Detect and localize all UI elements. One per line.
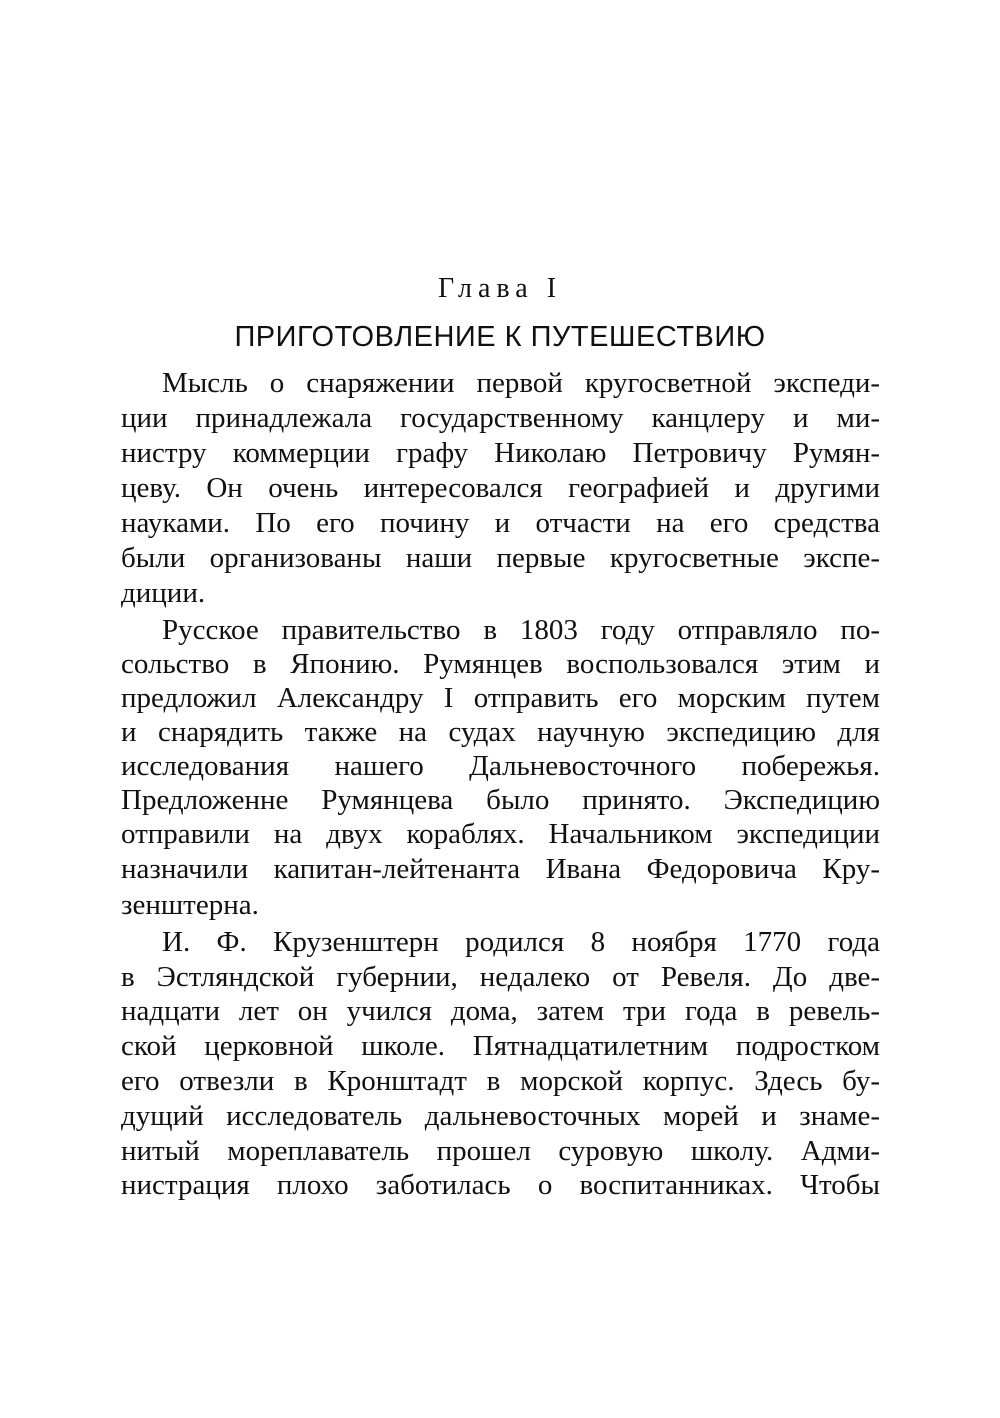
paragraph-3-line: надцати лет он учился дома, затем три года в ревель-: [121, 995, 880, 1027]
paragraph-2-line: предложил Александру I отправить его морским путем: [121, 682, 880, 714]
paragraph-2-line: Русское правительство в 1803 году отправляло по-: [162, 614, 880, 646]
paragraph-3-line: его отвезли в Кронштадт в морской корпус. Здесь бу-: [121, 1065, 880, 1097]
chapter-label: Глава I: [437, 273, 563, 304]
paragraph-1-line: ции принадлежала государственному канцлеру и ми-: [121, 402, 880, 434]
paragraph-3-line: ской церковной школе. Пятнадцатилетним подростком: [121, 1030, 880, 1062]
paragraph-3-line: в Эстляндской губернии, недалеко от Ревеля. До две-: [121, 961, 880, 993]
paragraph-1-line: диции.: [121, 577, 206, 609]
paragraph-2-line: сольство в Японию. Румянцев воспользовался этим и: [121, 648, 880, 680]
paragraph-2-line: назначили капитан-лейтенанта Ивана Федоровича Кру-: [121, 853, 880, 885]
paragraph-3-line: И. Ф. Крузенштерн родился 8 ноября 1770 года: [162, 926, 880, 958]
paragraph-2-line: и снарядить также на судах научную экспедицию для: [121, 716, 880, 748]
chapter-title: ПРИГОТОВЛЕНИЕ К ПУТЕШЕСТВИЮ: [234, 321, 766, 353]
paragraph-1-line: науками. По его почину и отчасти на его средства: [121, 507, 880, 539]
paragraph-3-line: дущий исследователь дальневосточных морей и знаме-: [121, 1100, 880, 1132]
paragraph-1-line: Мысль о снаряжении первой кругосветной экспеди-: [162, 367, 880, 399]
paragraph-3-line: нитый мореплаватель прошел суровую школу. Адми-: [121, 1135, 880, 1167]
paragraph-1-line: нистру коммерции графу Николаю Петровичу Румян-: [121, 437, 880, 469]
paragraph-1-line: цеву. Он очень интересовался географией и другими: [121, 472, 880, 504]
paragraph-3-line: нистрация плохо заботилась о воспитанниках. Чтобы: [121, 1169, 880, 1201]
paragraph-2-line: исследования нашего Дальневосточного побережья.: [121, 750, 880, 782]
paragraph-2-line: Предложенне Румянцева было принято. Экспедицию: [121, 784, 880, 816]
paragraph-2-line: зенштерна.: [121, 889, 259, 921]
paragraph-2-line: отправили на двух кораблях. Начальником экспедиции: [121, 818, 880, 850]
paragraph-1-line: были организованы наши первые кругосветные экспе-: [121, 542, 880, 574]
